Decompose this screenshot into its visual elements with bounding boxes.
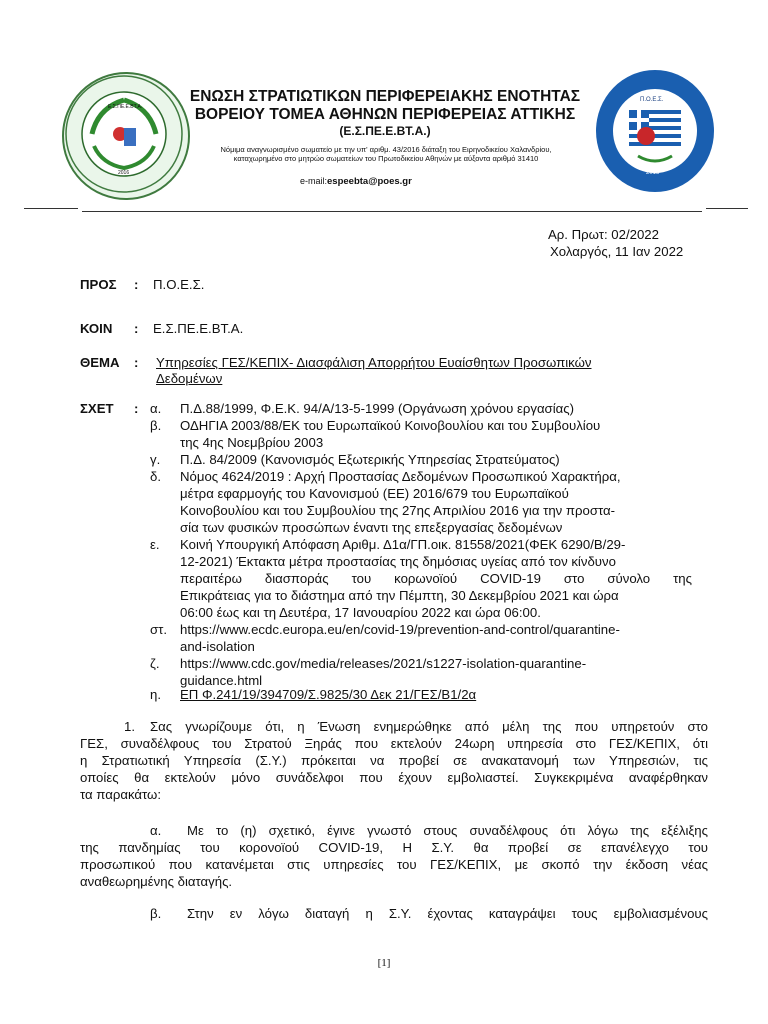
pros-colon: :	[134, 277, 139, 292]
header-rule	[82, 211, 702, 212]
org-abbreviation: (Ε.Σ.ΠΕ.Ε.ΒΤ.Α.)	[339, 124, 431, 138]
place-date: Χολαργός, 11 Ιαν 2022	[550, 244, 684, 259]
paragraph-1-line: η Στρατιωτική Υπηρεσία (Σ.Υ.) πρόκειται να προβεί σε ανακατανομή των Υπηρεσιών, τις	[80, 753, 708, 768]
legal-notice-line1: Νόμιμα αναγνωρισμένο σωματείο με την υπ' αριθμ. 43/2016 διάταξη του Ειρηνοδικείου Χαλανδρίου,	[220, 145, 552, 154]
email-label: e-mail:	[300, 176, 328, 186]
koin-colon: :	[134, 321, 139, 336]
thema-label: ΘΕΜΑ	[80, 355, 120, 370]
thema-line2: Δεδομένων	[156, 371, 223, 386]
reference-line: Π.Δ. 84/2009 (Κανονισμός Εξωτερικής Υπηρεσίας Στρατεύματος)	[180, 452, 560, 467]
union-logo-text: Ε.Σ.ΠΕ.Ε.ΒΤ.Α.	[108, 104, 143, 110]
paragraph-1-line: Σας γνωρίζουμε ότι, η Ένωση ενημερώθηκε από μέλη της που υπηρετούν στο	[150, 719, 708, 734]
reference-line: ΟΔΗΓΙΑ 2003/88/ΕΚ του Ευρωπαϊκού Κοινοβουλίου και του Συμβουλίου	[180, 418, 601, 433]
koin-value: Ε.Σ.ΠΕ.Ε.ΒΤ.Α.	[153, 321, 244, 336]
union-logo-ring	[62, 72, 186, 196]
reference-line: Κοινή Υπουργική Απόφαση Αριθμ. Δ1α/ΓΠ.οικ. 81558/2021(ΦΕΚ 6290/Β/29-	[180, 537, 626, 552]
thema-line1: Υπηρεσίες ΓΕΣ/ΚΕΠΙΧ- Διασφάλιση Απορρήτου Ευαίσθητων Προσωπικών	[156, 355, 592, 370]
reference-link[interactable]: guidance.html	[180, 673, 263, 688]
union-logo-year: 2016	[118, 170, 130, 176]
subparagraph-a-mark: α.	[150, 823, 162, 838]
reference-line: 06:00 έως και τη Δευτέρα, 17 Ιανουαρίου 2022 και ώρα 06:00.	[180, 605, 541, 620]
paragraph-1-number: 1.	[124, 719, 135, 734]
header-rule-left	[24, 208, 78, 209]
org-name-line1: ΕΝΩΣΗ ΣΤΡΑΤΙΩΤΙΚΩΝ ΠΕΡΙΦΕΡΕΙΑΚΗΣ ΕΝΟΤΗΤΑΣ	[189, 88, 581, 105]
paragraph-1-line: οποίες θα εκτελούν μόνο συνάδελφοι που έχουν εμβολιαστεί. Συγκεκριμένα αναφέρθηκαν	[80, 770, 708, 785]
reference-line: ΕΠ Φ.241/19/394709/Σ.9825/30 Δεκ 21/ΓΕΣ/Β1/2α	[180, 687, 477, 702]
reference-mark: β.	[150, 418, 162, 433]
reference-mark: στ.	[150, 622, 168, 637]
reference-mark: ζ.	[150, 656, 160, 671]
subparagraph-a-line: Με το (η) σχετικό, έγινε γνωστό στους συναδέλφους ότι λόγω της εξέλιξης	[187, 823, 708, 838]
sxet-label: ΣΧΕΤ	[80, 401, 114, 416]
thema-colon: :	[134, 355, 139, 370]
pros-label: ΠΡΟΣ	[80, 277, 117, 292]
reference-line: Νόμος 4624/2019 : Αρχή Προστασίας Δεδομένων Προσωπικού Χαρακτήρα,	[180, 469, 621, 484]
reference-mark: ε.	[150, 537, 160, 552]
reference-line: περαιτέρω διασποράς του κορωνοϊού COVID-19 στο σύνολο της	[180, 571, 692, 586]
federation-logo-year: 2013	[646, 170, 660, 176]
subparagraph-a-line: αναθεωρημένης διαταγής.	[80, 874, 233, 889]
paragraph-1-line: ΓΕΣ, συναδέλφους του Στρατού Ξηράς που εκτελούν 24ωρη υπηρεσία στο ΓΕΣ/ΚΕΠΙΧ, ότι	[80, 736, 708, 751]
reference-line: Επικράτειας για το διάστημα από την Πέμπτη, 30 Δεκεμβρίου 2021 και ώρα	[180, 588, 619, 603]
subparagraph-a-line: προσωπικού που κατανέμεται στις υπηρεσίες του ΓΕΣ/ΚΕΠΙΧ, με σκοπό την έκδοση νέας	[80, 857, 708, 872]
reference-link[interactable]: https://www.ecdc.europa.eu/en/covid-19/prevention-and-control/quarantine-	[180, 622, 620, 637]
page-number: [1]	[377, 957, 391, 969]
paragraph-1-line: τα παρακάτω:	[80, 787, 162, 802]
reference-mark: η.	[150, 687, 161, 702]
reference-link[interactable]: https://www.cdc.gov/media/releases/2021/s1227-isolation-quarantine-	[180, 656, 587, 671]
subparagraph-a-line: της πανδημίας του κορονοϊού COVID-19, Η Σ.Υ. θα προβεί σε επανέλεγχο του	[80, 840, 708, 855]
reference-line: Κοινοβουλίου και του Συμβουλίου της 27ης Απριλίου 2016 για την προστα-	[180, 503, 616, 518]
federation-logo-text: Π.Ο.Ε.Σ.	[640, 97, 664, 103]
union-logo	[62, 72, 190, 200]
reference-mark: α.	[150, 401, 162, 416]
header-rule-right	[706, 208, 748, 209]
reference-line: σία των φυσικών προσώπων έναντι της επεξεργασίας δεδομένων	[180, 520, 563, 535]
pros-value: Π.Ο.Ε.Σ.	[153, 277, 205, 292]
subparagraph-b-line: Στην εν λόγω διαταγή η Σ.Υ. έχοντας καταγράψει τους εμβολιασμένους	[187, 906, 708, 921]
reference-link[interactable]: and-isolation	[180, 639, 255, 654]
subparagraph-b-mark: β.	[150, 906, 162, 921]
reference-line: της 4ης Νοεμβρίου 2003	[180, 435, 324, 450]
reference-line: Π.Δ.88/1999, Φ.Ε.Κ. 94/Α/13-5-1999 (Οργάνωση χρόνου εργασίας)	[180, 401, 575, 416]
federation-logo	[596, 70, 714, 192]
legal-notice-line2: καταχωρημένο στο μητρώο σωματείων του Πρωτοδικείου Αθηνών με αύξοντα αριθμό 31410	[233, 154, 539, 163]
reference-line: μέτρα εφαρμογής του Κανονισμού (ΕΕ) 2016/679 του Ευρωπαϊκού	[180, 486, 569, 501]
email-address[interactable]: espeebta@poes.gr	[327, 176, 412, 187]
reference-mark: γ.	[150, 452, 161, 467]
email-line	[300, 176, 412, 187]
reference-mark: δ.	[150, 469, 162, 484]
org-name-line2: ΒΟΡΕΙΟΥ ΤΟΜΕΑ ΑΘΗΝΩΝ ΠΕΡΙΦΕΡΕΙΑΣ ΑΤΤΙΚΗΣ	[194, 106, 576, 123]
sxet-colon: :	[134, 401, 139, 416]
reference-line: 12-2021) Έκτακτα μέτρα προστασίας της δημόσιας υγείας από τον κίνδυνο	[180, 554, 616, 569]
protocol-number: Αρ. Πρωτ: 02/2022	[548, 227, 659, 242]
koin-label: ΚΟΙΝ	[80, 321, 113, 336]
